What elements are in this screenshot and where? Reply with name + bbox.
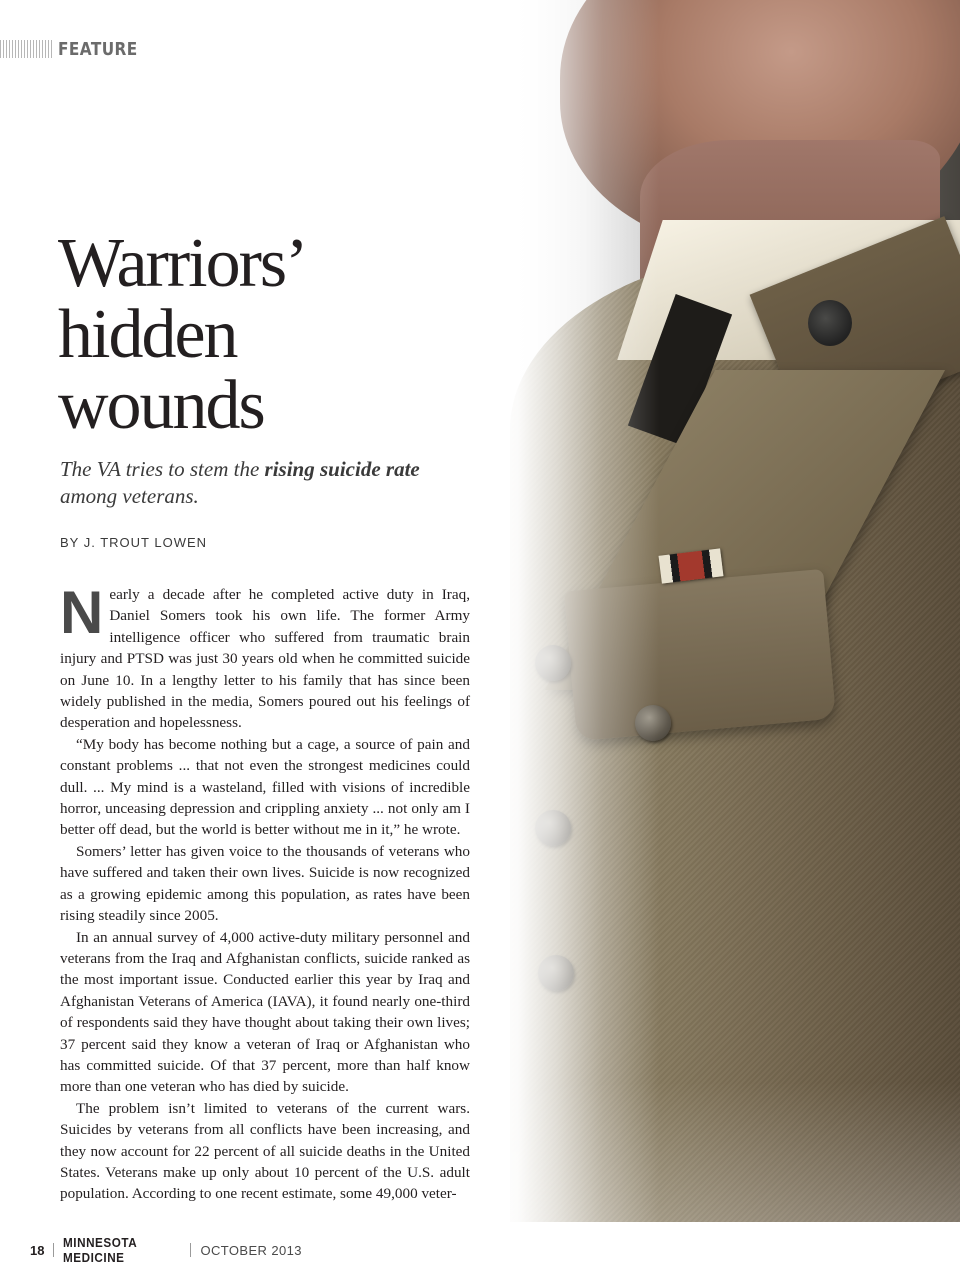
issue-date: OCTOBER 2013 (200, 1242, 302, 1258)
headline-line: wounds (58, 367, 264, 444)
headline-line: Warriors’ (58, 225, 307, 302)
photo-white-fade (490, 0, 960, 1222)
paragraph-text: early a decade after he completed active duty in Iraq, Daniel Somers took his own life. The former Army intelligence officer who suffered from traumatic brain injury and PTSD was just 30 years old when he committed suicide on June 10. In a lengthy letter to his family that has since been widely published in the media, Somers poured out his feelings of desperation and hopelessness. (60, 586, 470, 732)
veteran-photo (490, 0, 960, 1222)
page-footer (30, 1235, 302, 1265)
section-tag-hatch (0, 40, 54, 58)
footer-divider (53, 1243, 54, 1257)
dek-text-end: among veterans. (60, 484, 199, 508)
dek-text: The VA tries to stem the (60, 457, 265, 481)
article-dek (60, 456, 480, 510)
publication-name: MINNESOTA MEDICINE (63, 1235, 138, 1265)
article-paragraph: Somers’ letter has given voice to the thousands of veterans who have suffered and taken their own lives. Suicide is now recognized as a growing epidemic among this population, as rates have been rising steadily since 2005. (60, 842, 470, 925)
photo-bottom-fade (490, 1082, 960, 1222)
article-paragraph (60, 579, 470, 734)
section-label: FEATURE (58, 38, 138, 60)
section-tag (0, 38, 152, 60)
dek-emphasis: rising suicide rate (264, 457, 420, 481)
article-paragraph: The problem isn’t limited to veterans of the current wars. Suicides by veterans from all conflicts have been increasing, and they now account for 22 percent of all suicide deaths in the United States. Veterans make up only about 10 percent of the U.S. adult population. According to one recent estimate, some 49,000 veter- (60, 1099, 470, 1203)
article-headline (58, 225, 478, 444)
footer-divider (190, 1243, 191, 1257)
article-body (60, 579, 470, 1205)
byline: BY J. TROUT LOWEN (60, 535, 208, 550)
drop-cap: N (60, 579, 104, 646)
headline-line: hidden (58, 296, 237, 373)
page-number: 18 (30, 1242, 45, 1258)
article-paragraph: In an annual survey of 4,000 active-duty military personnel and veterans from the Iraq and Afghanistan conflicts, suicide ranked as the most important issue. Conducted earlier this year by Iraq and Afghanistan Veterans of America (IAVA), it found nearly one-third of respondents said they have thought about taking their own lives; 37 percent said they know a veteran of Iraq or Afghanistan who has committed suicide. Of that 37 percent, more than half know more than one veteran who has died by suicide. (60, 928, 470, 1096)
article-paragraph: “My body has become nothing but a cage, a source of pain and constant problems ... that not even the strongest medicines could dull. ... My mind is a wasteland, filled with visions of incredible horror, unceasing depression and crippling anxiety ... not only am I better off dead, but the world is better without me in it,” he wrote. (60, 735, 470, 839)
